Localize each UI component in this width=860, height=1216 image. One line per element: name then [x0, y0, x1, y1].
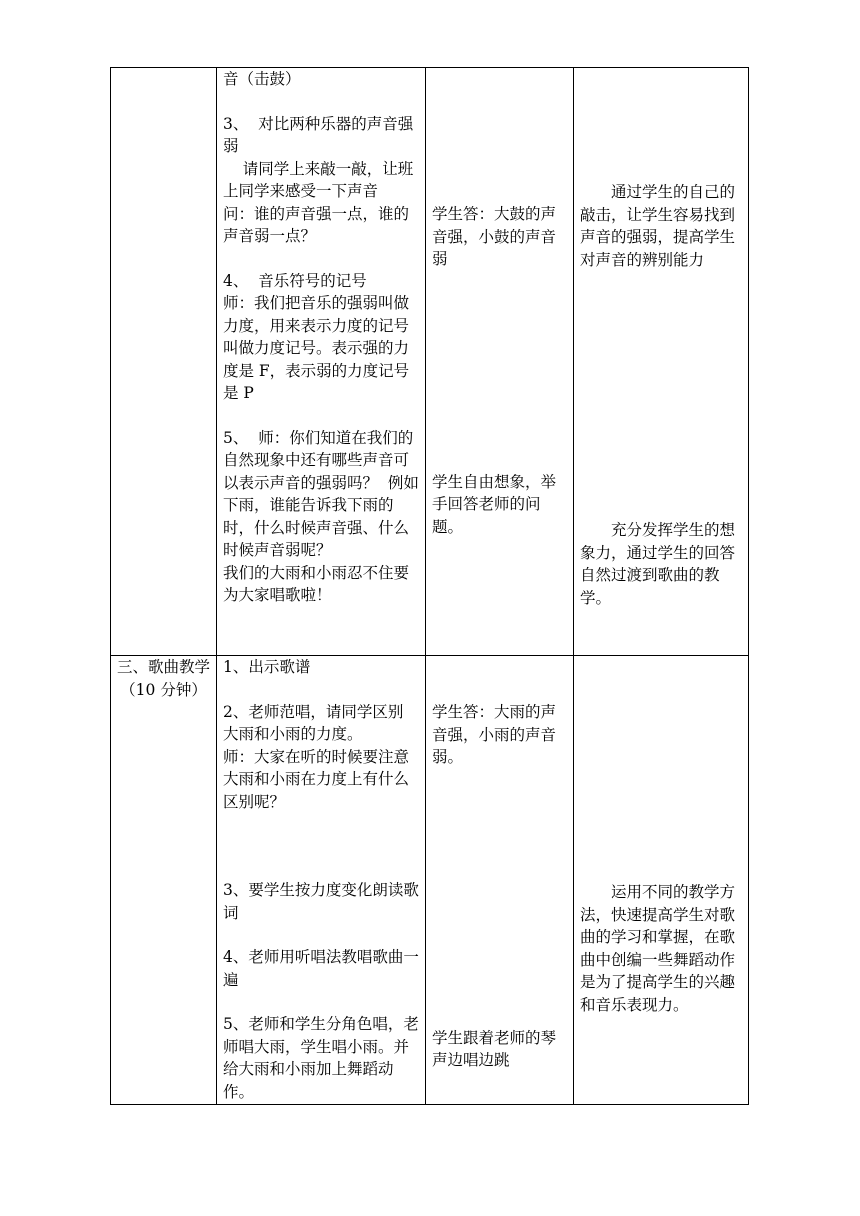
teacher-line: [223, 405, 419, 427]
teacher-activity-cell: [217, 68, 426, 656]
teacher-line: 请同学上来敲一敲，让班上同学来感受一下声音: [223, 159, 414, 200]
design-intent-cell: [574, 68, 749, 656]
teacher-line: 3、要学生按力度变化朗读歌词: [223, 881, 419, 922]
stage-label: 三、歌曲教学（10 分钟）: [117, 658, 211, 699]
stage-cell: [111, 68, 217, 656]
student-activity-cell: [426, 68, 574, 656]
teacher-line: 4、 音乐符号的记号: [223, 271, 367, 290]
student-response: 学生答：大鼓的声音强，小鼓的声音弱: [432, 205, 557, 268]
teacher-line: [223, 679, 419, 701]
design-intent: 充分发挥学生的想象力，通过学生的回答自然过渡到歌曲的教学。: [580, 521, 736, 607]
student-response: 学生答：大雨的声音强，小雨的声音弱。: [432, 703, 557, 766]
teacher-line: 1、出示歌谱: [223, 658, 311, 676]
design-intent-cell: [574, 656, 749, 1105]
teacher-line: 4、老师用听唱法教唱歌曲一遍: [223, 948, 419, 989]
teacher-activity-cell: [217, 656, 426, 1105]
teacher-line: [223, 91, 419, 113]
teacher-line: 3、 对比两种乐器的声音强弱: [223, 114, 414, 155]
design-intent: 通过学生的自己的敲击，让学生容易找到声音的强弱，提高学生对声音的辨别能力: [580, 183, 736, 269]
teacher-line: 师：我们把音乐的强弱叫做力度，用来表示力度的记号叫做力度记号。表示强的力度是 F，表示弱的力度记号是 P: [223, 294, 410, 402]
teacher-line: [223, 857, 419, 879]
teacher-line: [223, 835, 419, 857]
teacher-line: 音（击鼓）: [223, 70, 301, 88]
table-row: [111, 68, 749, 656]
teacher-line: [223, 248, 419, 270]
teacher-line: 5、 师：你们知道在我们的自然现象中还有哪些声音可以表示声音的强弱吗？ 例如下雨，谁能告诉我下雨的时，什么时候声音强、什么时候声音弱呢？: [223, 428, 419, 559]
student-activity-cell: [426, 656, 574, 1105]
teacher-line: [223, 924, 419, 946]
teacher-line: 问：谁的声音强一点，谁的声音弱一点？: [223, 204, 410, 245]
teacher-line: [223, 813, 419, 835]
teacher-line: 2、老师范唱，请同学区别 大雨和小雨的力度。: [223, 702, 424, 743]
student-response: 学生跟着老师的琴声边唱边跳: [432, 1028, 557, 1069]
stage-cell: [111, 656, 217, 1105]
table-row: [111, 656, 749, 1105]
teacher-line: 5、老师和学生分角色唱，老师唱大雨，学生唱小雨。并给大雨和小雨加上舞蹈动作。: [223, 1015, 419, 1101]
design-intent: 运用不同的教学方法，快速提高学生对歌曲的学习和掌握，在歌曲中创编一些舞蹈动作是为了提高学生的兴趣和音乐表现力。: [580, 883, 736, 1014]
teacher-line: 我们的大雨和小雨忍不住要为大家唱歌啦！: [223, 563, 410, 604]
lesson-plan-table: [110, 67, 749, 1105]
teacher-line: 师：大家在听的时候要注意大雨和小雨在力度上有什么区别呢？: [223, 747, 410, 811]
teacher-line: [223, 991, 419, 1013]
student-response: 学生自由想象，举手回答老师的问题。: [432, 472, 557, 536]
